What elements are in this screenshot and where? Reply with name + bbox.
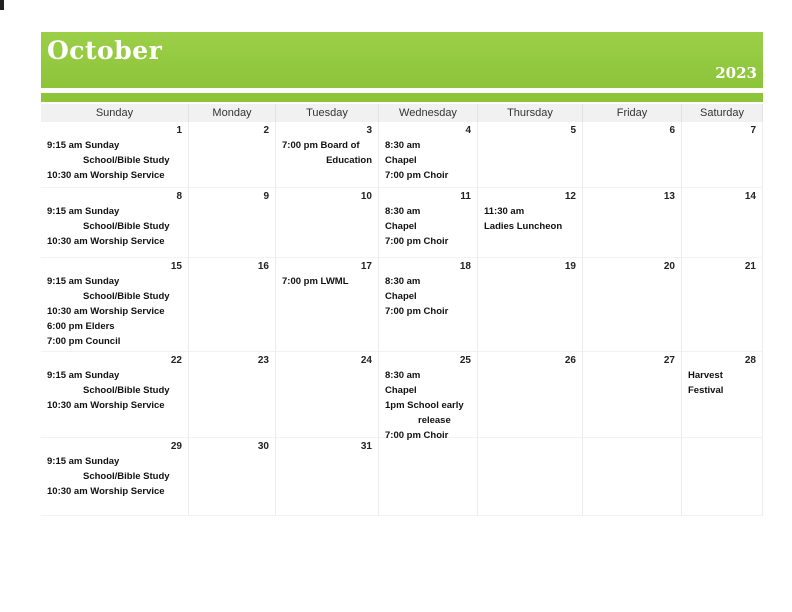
- event-line: School/Bible Study: [83, 155, 170, 166]
- day-number: 6: [669, 125, 675, 136]
- event-line: 9:15 am Sunday: [47, 140, 120, 151]
- event-line: 7:00 pm LWML: [282, 276, 349, 287]
- event-line: 7:00 pm Council: [47, 336, 121, 347]
- event-line: 7:00 pm Choir: [385, 306, 449, 317]
- event-line: 9:15 am Sunday: [47, 206, 120, 217]
- event-line: release: [418, 415, 451, 426]
- event-line: School/Bible Study: [83, 221, 170, 232]
- day-number: 9: [263, 191, 269, 202]
- event-line: 10:30 am Worship Service: [47, 400, 165, 411]
- day-number: 24: [360, 355, 372, 366]
- day-cell: [189, 188, 276, 258]
- event-line: 1pm School early: [385, 400, 464, 411]
- day-number: 2: [263, 125, 269, 136]
- empty-day-cell: [478, 438, 583, 516]
- day-cell: [379, 258, 478, 352]
- day-number: 25: [459, 355, 471, 366]
- day-number: 8: [176, 191, 182, 202]
- day-number: 31: [360, 441, 372, 452]
- day-number: 11: [460, 191, 471, 202]
- day-number: 29: [170, 441, 182, 452]
- event-line: Chapel: [385, 155, 417, 166]
- day-cell: [41, 438, 189, 516]
- event-line: 7:00 pm Choir: [385, 430, 449, 441]
- event-line: 6:00 pm Elders: [47, 321, 115, 332]
- day-cell: [478, 258, 583, 352]
- event-line: 11:30 am: [484, 206, 525, 217]
- event-line: Education: [326, 155, 372, 166]
- weekday-header-friday: Friday: [583, 104, 682, 122]
- event-line: 9:15 am Sunday: [47, 456, 120, 467]
- day-cell: [583, 352, 682, 438]
- day-number: 21: [744, 261, 756, 272]
- scan-corner-mark: [0, 0, 4, 10]
- event-line: 7:00 pm Choir: [385, 236, 449, 247]
- event-line: 8:30 am: [385, 276, 421, 287]
- day-cell: [189, 352, 276, 438]
- day-cell: [41, 258, 189, 352]
- day-cell: [682, 122, 763, 188]
- weekday-header-sunday: Sunday: [41, 104, 189, 122]
- event-line: 7:00 pm Choir: [385, 170, 449, 181]
- event-line: Harvest: [688, 370, 723, 381]
- weekday-header-tuesday: Tuesday: [276, 104, 379, 122]
- event-line: Chapel: [385, 385, 417, 396]
- empty-day-cell: [379, 438, 478, 516]
- day-number: 15: [170, 261, 182, 272]
- event-line: 10:30 am Worship Service: [47, 306, 165, 317]
- day-number: 27: [663, 355, 675, 366]
- day-number: 16: [257, 261, 269, 272]
- day-cell: [583, 188, 682, 258]
- day-number: 1: [176, 125, 182, 136]
- month-title: October: [47, 36, 163, 65]
- event-line: 10:30 am Worship Service: [47, 170, 165, 181]
- weekday-header-monday: Monday: [189, 104, 276, 122]
- day-cell: [276, 258, 379, 352]
- event-line: 8:30 am: [385, 370, 421, 381]
- event-line: 10:30 am Worship Service: [47, 236, 165, 247]
- day-cell: [682, 352, 763, 438]
- day-number: 7: [750, 125, 756, 136]
- event-line: Chapel: [385, 221, 417, 232]
- calendar-grid: [41, 104, 763, 516]
- day-number: 28: [744, 355, 756, 366]
- day-cell: [276, 188, 379, 258]
- day-number: 23: [257, 355, 269, 366]
- event-line: School/Bible Study: [83, 471, 170, 482]
- year-label: 2023: [715, 64, 757, 82]
- day-number: 13: [663, 191, 675, 202]
- day-number: 22: [170, 355, 182, 366]
- day-number: 5: [570, 125, 576, 136]
- event-line: Chapel: [385, 291, 417, 302]
- month-banner: [41, 32, 763, 88]
- day-number: 14: [744, 191, 756, 202]
- day-cell: [41, 188, 189, 258]
- event-line: School/Bible Study: [83, 385, 170, 396]
- banner-divider: [41, 93, 763, 102]
- day-cell: [189, 258, 276, 352]
- event-line: 9:15 am Sunday: [47, 276, 120, 287]
- day-cell: [379, 188, 478, 258]
- event-line: 10:30 am Worship Service: [47, 486, 165, 497]
- day-number: 20: [663, 261, 675, 272]
- event-line: School/Bible Study: [83, 291, 170, 302]
- event-line: 7:00 pm Board of: [282, 140, 360, 151]
- weekday-header-thursday: Thursday: [478, 104, 583, 122]
- day-cell: [276, 352, 379, 438]
- event-line: 8:30 am: [385, 140, 421, 151]
- empty-day-cell: [682, 438, 763, 516]
- day-number: 18: [459, 261, 471, 272]
- event-line: Festival: [688, 385, 724, 396]
- event-line: Ladies Luncheon: [484, 221, 563, 232]
- day-cell: [682, 258, 763, 352]
- weekday-header-saturday: Saturday: [682, 104, 763, 122]
- day-cell: [478, 122, 583, 188]
- empty-day-cell: [583, 438, 682, 516]
- day-number: 4: [465, 125, 471, 136]
- day-number: 3: [366, 125, 372, 136]
- day-number: 26: [564, 355, 576, 366]
- day-cell: [478, 352, 583, 438]
- event-line: 8:30 am: [385, 206, 421, 217]
- day-cell: [478, 188, 583, 258]
- weekday-header-wednesday: Wednesday: [379, 104, 478, 122]
- day-cell: [189, 438, 276, 516]
- day-number: 19: [564, 261, 576, 272]
- day-cell: [189, 122, 276, 188]
- day-cell: [276, 438, 379, 516]
- day-cell: [682, 188, 763, 258]
- day-cell: [379, 122, 478, 188]
- day-cell: [276, 122, 379, 188]
- day-cell: [41, 122, 189, 188]
- day-cell: [583, 258, 682, 352]
- event-line: 9:15 am Sunday: [47, 370, 120, 381]
- day-number: 12: [564, 191, 576, 202]
- day-number: 17: [360, 261, 372, 272]
- day-cell: [41, 352, 189, 438]
- day-number: 30: [257, 441, 269, 452]
- day-cell: [583, 122, 682, 188]
- day-number: 10: [360, 191, 372, 202]
- day-cell: [379, 352, 478, 441]
